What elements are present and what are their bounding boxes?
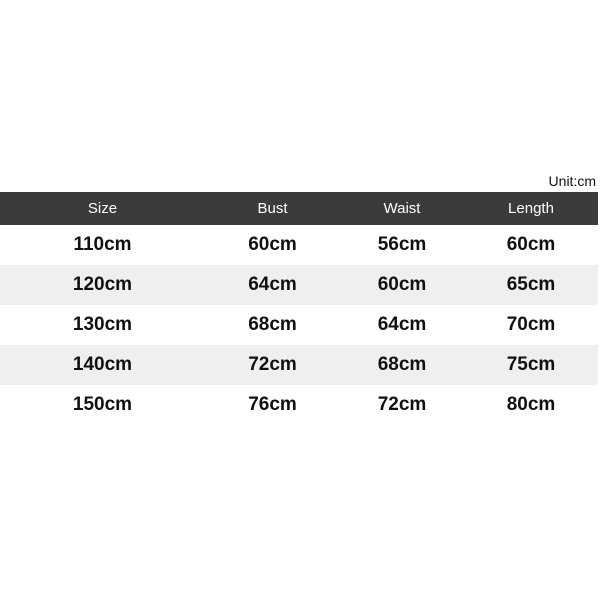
cell-length: 65cm	[506, 274, 556, 295]
table-row	[0, 345, 598, 385]
header-length: Length	[508, 200, 554, 217]
cell-waist: 56cm	[377, 234, 427, 255]
header-size: Size	[87, 200, 118, 217]
table-row	[0, 305, 598, 345]
cell-waist: 60cm	[377, 274, 427, 295]
cell-length: 60cm	[506, 234, 556, 255]
cell-bust: 68cm	[248, 314, 297, 335]
table-header-row	[0, 192, 598, 225]
unit-label: Unit:cm	[548, 173, 596, 189]
cell-length: 70cm	[506, 314, 556, 335]
cell-size: 130cm	[72, 314, 133, 335]
header-bust: Bust	[257, 200, 288, 217]
cell-waist: 72cm	[377, 394, 427, 415]
cell-waist: 68cm	[377, 354, 427, 375]
cell-bust: 76cm	[248, 394, 297, 415]
cell-size: 110cm	[73, 234, 132, 255]
table-row	[0, 265, 598, 305]
cell-bust: 72cm	[248, 354, 297, 375]
header-waist: Waist	[383, 200, 421, 217]
cell-size: 120cm	[72, 274, 133, 295]
cell-bust: 60cm	[248, 234, 297, 255]
cell-size: 140cm	[72, 354, 133, 375]
cell-waist: 64cm	[377, 314, 427, 335]
cell-bust: 64cm	[248, 274, 297, 295]
cell-length: 80cm	[506, 394, 556, 415]
table-row	[0, 385, 598, 425]
table-row	[0, 225, 598, 265]
cell-size: 150cm	[72, 394, 133, 415]
cell-length: 75cm	[506, 354, 556, 375]
size-chart-table	[0, 192, 598, 425]
